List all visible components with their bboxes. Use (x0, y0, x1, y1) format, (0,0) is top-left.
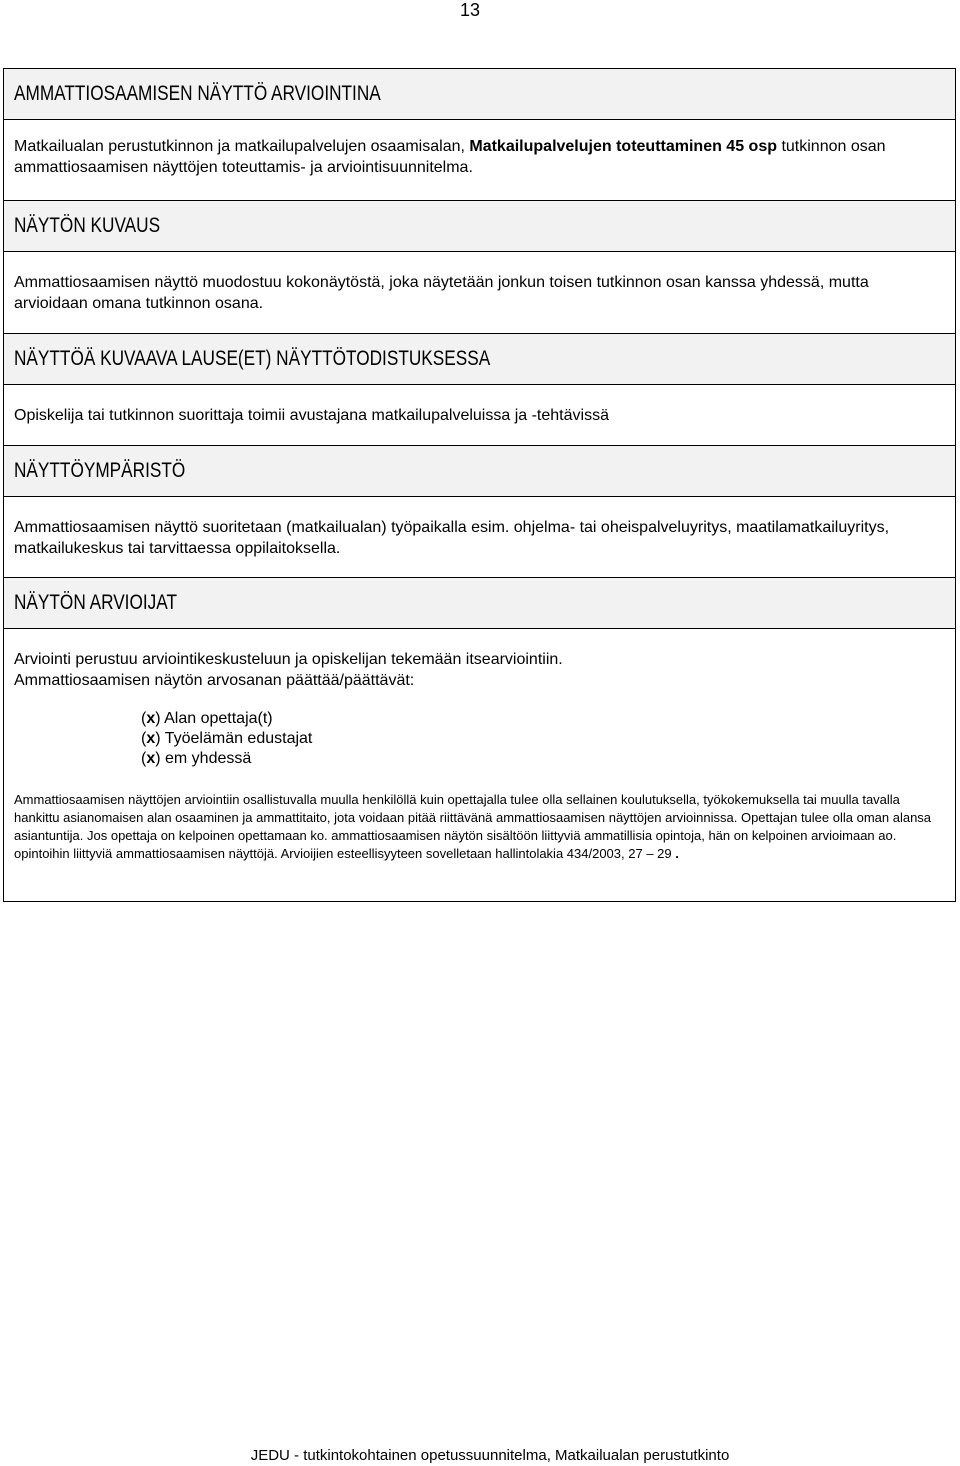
arvioijat-heading: NÄYTÖN ARVIOIJAT (14, 591, 177, 614)
evaluator-list (4, 709, 955, 769)
title-header (4, 69, 955, 120)
note-end: . (675, 846, 679, 861)
ymparisto-heading: NÄYTTÖYMPÄRISTÖ (14, 459, 186, 482)
evaluator-item: (x) Alan opettaja(t) (141, 710, 273, 727)
evaluator-label: Työelämän edustajat (160, 730, 313, 747)
intro-bold: Matkailupalvelujen toteuttaminen 45 osp (469, 138, 777, 155)
intro-post: tutkinnon osan ammattiosaamisen näyttöjen toteuttamis- ja arviointisuunnitelma. (14, 138, 886, 176)
kuvaus-text: Ammattiosaamisen näyttö muodostuu kokonäytöstä, joka näytetään jonkun toisen tutkinnon osan kanssa yhdessä, mutta arvioidaan omana tutkinnon osana. (14, 274, 869, 312)
evaluator-mark: x (146, 730, 156, 747)
evaluator-item: (x) em yhdessä (141, 750, 252, 767)
page-number: 13 (459, 0, 481, 20)
ymparisto-text: Ammattiosaamisen näyttö suoritetaan (matkailualan) työpaikalla esim. ohjelma- tai oheispalveluyritys, maatilamatkailuyritys, matkailukeskus tai tarvittaessa oppilaitoksella. (14, 519, 890, 557)
section-header-ymparisto (4, 445, 955, 497)
document-title: AMMATTIOSAAMISEN NÄYTTÖ ARVIOINTINA (14, 82, 381, 105)
note-suffix: 29 (657, 846, 672, 861)
intro-paragraph (4, 136, 955, 178)
arvioijat-line-2: Ammattiosaamisen näytön arvosanan päättää/päättävät: (14, 672, 415, 689)
page-footer: JEDU - tutkintokohtainen opetussuunnitelma, Matkailualan perustutkinto (250, 1447, 730, 1464)
intro-pre: Matkailualan perustutkinnon ja matkailupalvelujen osaamisalan, (14, 138, 470, 155)
evaluator-label: Alan opettaja(t) (160, 710, 273, 727)
lause-heading: NÄYTTÖÄ KUVAAVA LAUSE(ET) NÄYTTÖTODISTUKSESSA (14, 347, 491, 370)
evaluator-mark: x (146, 710, 156, 727)
section-header-arvioijat (4, 577, 955, 629)
arvioijat-text (4, 649, 955, 691)
lause-text: Opiskelija tai tutkinnon suorittaja toimii avustajana matkailupalveluissa ja -tehtävissä (14, 407, 609, 424)
section-header-kuvaus (4, 200, 955, 252)
arvioijat-line-1: Arviointi perustuu arviointikeskusteluun ja opiskelijan tekemään itsearviointiin. (14, 651, 563, 668)
document-table (3, 68, 956, 902)
evaluator-qualification-note: Ammattiosaamisen näyttöjen arviointiin osallistuvalla muulla henkilöllä kuin opettajalla tulee olla sellainen koulutuksella, työkokemuksella tai muulla tavalla hankittu asianomaisen alan osaaminen ja ammattitaito, jota voidaan pitää riittävänä ammattiosaamisen näyttöjen arvioinnissa. Opettajan tulee olla oman alansa asiantuntija. Jos opettaja on kelpoinen opettamaan ko. ammattiosaamisen näytön sisältöön liittyviä ammatillisia opintoja, hän on kelpoinen arvioimaan ao. opintoihin liittyviä ammattiosaamisen näyttöjä. Arvioijien esteellisyyteen sovelletaan hallintolakia 434/2003, 27 – 29 . (14, 792, 932, 861)
evaluator-mark: x (146, 750, 156, 767)
evaluator-item: (x) Työelämän edustajat (141, 730, 313, 747)
kuvaus-heading: NÄYTÖN KUVAUS (14, 214, 161, 237)
evaluator-label: em yhdessä (160, 750, 252, 767)
section-header-lause (4, 333, 955, 385)
note-text: Ammattiosaamisen näyttöjen arviointiin osallistuvalla muulla henkilöllä kuin opettajalla tulee olla sellainen koulutuksella, työkokemuksella tai muulla tavalla hankittu asianomaisen alan osaaminen ja ammattitaito, jota voidaan pitää riittävänä ammattiosaamisen näyttöjen arvioinnissa. Opettajan tulee olla oman alansa asiantuntija. Jos opettaja on kelpoinen opettamaan ko. ammattiosaamisen näytön sisältöön liittyviä ammatillisia opintoja, hän on kelpoinen arvioimaan ao. opintoihin liittyviä ammattiosaamisen näyttöjä. Arvioijien esteellisyyteen sovelletaan hallintolakia 434/2003, 27 (14, 792, 932, 861)
